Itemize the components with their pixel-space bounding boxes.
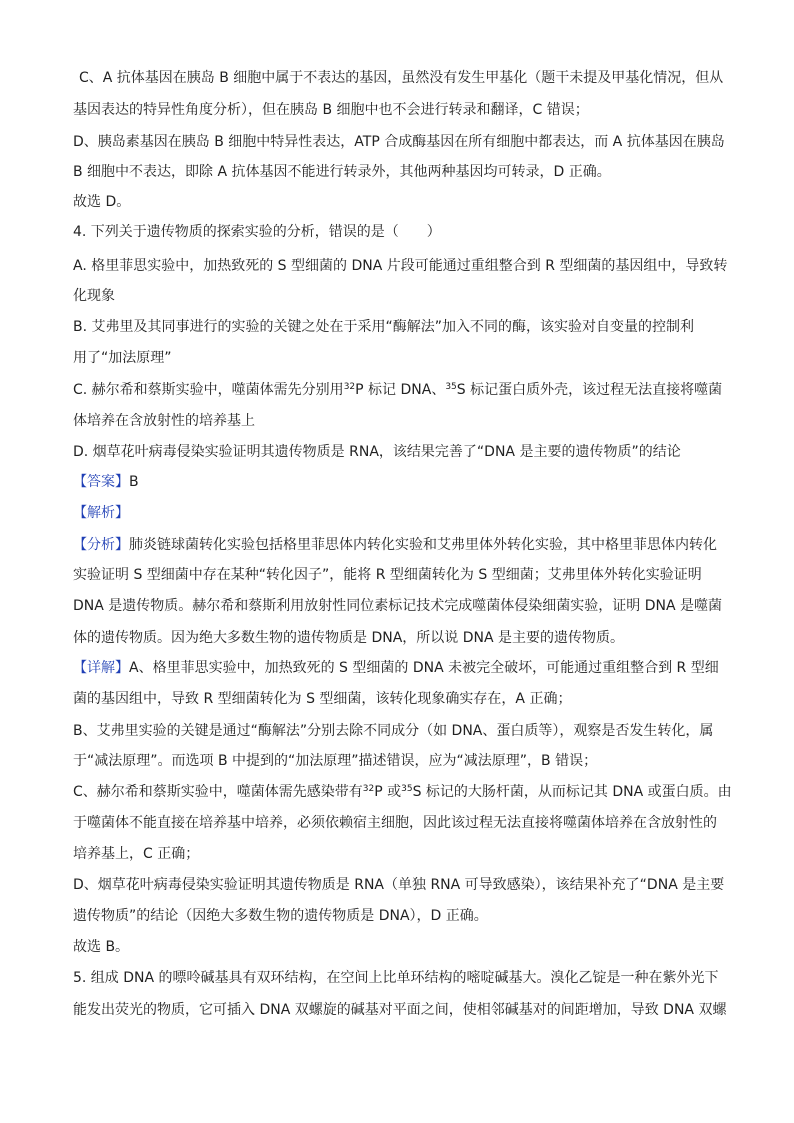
xiangjie-c-sup-35: 35 bbox=[401, 784, 413, 794]
q4-option-c-sup-32: 32 bbox=[343, 382, 356, 392]
xiangjie-line-a1 bbox=[73, 658, 719, 678]
q4-option-b-line2: 用了“加法原理” bbox=[73, 350, 172, 366]
q4-option-c-line1 bbox=[73, 380, 722, 400]
prev-option-d-line2: B 细胞中不表达，即除 A 抗体基因不能进行转录外，其他两种基因均可转录，D 正确。 bbox=[73, 164, 611, 180]
xiangjie-c-post: S 标记的大肠杆菌，从而标记其 DNA 或蛋白质。由 bbox=[412, 784, 732, 800]
fenxi-text1: 肺炎链球菌转化实验包括格里菲思体内转化实验和艾弗里体外转化实验，其中格里菲思体内转化 bbox=[129, 537, 717, 553]
q4-option-d-line1: D. 烟草花叶病毒侵染实验证明其遗传物质是 RNA，该结果完善了“DNA 是主要的遗传物质”的结论 bbox=[73, 444, 681, 460]
xiangjie-line-d1: D、烟草花叶病毒侵染实验证明其遗传物质是 RNA（单独 RNA 可导致感染），该结果补充了“DNA 是主要 bbox=[73, 877, 725, 893]
analysis-label: 【解析】 bbox=[73, 505, 129, 521]
answer-value: B bbox=[129, 474, 139, 490]
q4-option-c-text-post: S 标记蛋白质外壳，该过程无法直接将噬菌 bbox=[456, 382, 723, 398]
prev-choice: 故选 D。 bbox=[73, 194, 131, 210]
fenxi-label: 【分析】 bbox=[73, 537, 129, 553]
xiangjie-line-b2: 于“减法原理”。而选项 B 中提到的“加法原理”描述错误，应为“减法原理”，B 错误； bbox=[73, 753, 598, 769]
fenxi-line1 bbox=[73, 535, 717, 555]
xiangjie-c-pre: C、赫尔希和蔡斯实验中，噬菌体需先感染带有 bbox=[73, 784, 363, 800]
xiangjie-line-c3: 培养基上，C 正确； bbox=[73, 846, 200, 862]
q4-option-c-line2: 体培养在含放射性的培养基上 bbox=[73, 413, 255, 429]
xiangjie-line-a2: 菌的基因组中，导致 R 型细菌转化为 S 型细菌，该转化现象确实存在，A 正确； bbox=[73, 691, 572, 707]
q4-option-b-line1: B. 艾弗里及其同事进行的实验的关键之处在于采用“酶解法”加入不同的酶，该实验对自变量的控制利 bbox=[73, 319, 695, 335]
xiangjie-line-d2: 遗传物质”的结论（因绝大多数生物的遗传物质是 DNA），D 正确。 bbox=[73, 908, 488, 924]
q4-option-c-text-pre: C. 赫尔希和蔡斯实验中，噬菌体需先分别用 bbox=[73, 382, 344, 398]
q4-option-c-sup-35: 35 bbox=[445, 382, 457, 392]
xiangjie-line-b1: B、艾弗里实验的关键是通过“酶解法”分别去除不同成分（如 DNA、蛋白质等），观察是否发生转化，属 bbox=[73, 723, 714, 739]
prev-option-d-line1: D、胰岛素基因在胰岛 B 细胞中特异性表达，ATP 合成酶基因在所有细胞中都表达，而 A 抗体基因在胰岛 bbox=[73, 134, 725, 150]
q5-stem-line2: 能发出荧光的物质，它可插入 DNA 双螺旋的碱基对平面之间，使相邻碱基对的间距增加，导致 DNA 双螺 bbox=[73, 1002, 727, 1018]
fenxi-line3: DNA 是遗传物质。赫尔希和蔡斯利用放射性同位素标记技术完成噬菌体侵染细菌实验，证明 DNA 是噬菌 bbox=[73, 598, 723, 614]
xiangjie-c-mid: P 或 bbox=[374, 784, 402, 800]
prev-option-c-line2: 基因表达的特异性角度分析），但在胰岛 B 细胞中也不会进行转录和翻译，C 错误； bbox=[73, 102, 589, 118]
xiangjie-a-text1: A、格里菲思实验中，加热致死的 S 型细菌的 DNA 未被完全破坏，可能通过重组整合到 R 型细 bbox=[129, 660, 719, 676]
q4-option-a-line1: A. 格里菲思实验中，加热致死的 S 型细菌的 DNA 片段可能通过重组整合到 R 型细菌的基因组中，导致转 bbox=[73, 258, 728, 274]
xiangjie-line-c2: 于噬菌体不能直接在培养基中培养，必须依赖宿主细胞，因此该过程无法直接将噬菌体培养在含放射性的 bbox=[73, 815, 717, 831]
xiangjie-line-c1 bbox=[73, 782, 732, 802]
q4-option-c-text-mid: P 标记 DNA、 bbox=[355, 382, 446, 398]
xiangjie-label: 【详解】 bbox=[73, 660, 129, 676]
fenxi-line2: 实验证明 S 型细菌中存在某种“转化因子”，能将 R 型细菌转化为 S 型细菌；艾弗里体外转化实验证明 bbox=[73, 567, 702, 583]
q4-option-a-line2: 化现象 bbox=[73, 288, 115, 304]
answer-label: 【答案】 bbox=[73, 474, 129, 490]
prev-option-c-line1: C、A 抗体基因在胰岛 B 细胞中属于不表达的基因，虽然没有发生甲基化（题干未提及甲基化情况，但从 bbox=[79, 70, 724, 86]
q4-stem: 4. 下列关于遗传物质的探索实验的分析，错误的是（ ） bbox=[73, 224, 441, 240]
answer-line bbox=[73, 472, 139, 492]
fenxi-line4: 体的遗传物质。因为绝大多数生物的遗传物质是 DNA，所以说 DNA 是主要的遗传物质。 bbox=[73, 630, 625, 646]
q4-choice: 故选 B。 bbox=[73, 939, 130, 955]
q5-stem-line1: 5. 组成 DNA 的嘌呤碱基具有双环结构，在空间上比单环结构的嘧啶碱基大。溴化乙锭是一种在紫外光下 bbox=[73, 970, 719, 986]
xiangjie-c-sup-32: 32 bbox=[362, 784, 375, 794]
